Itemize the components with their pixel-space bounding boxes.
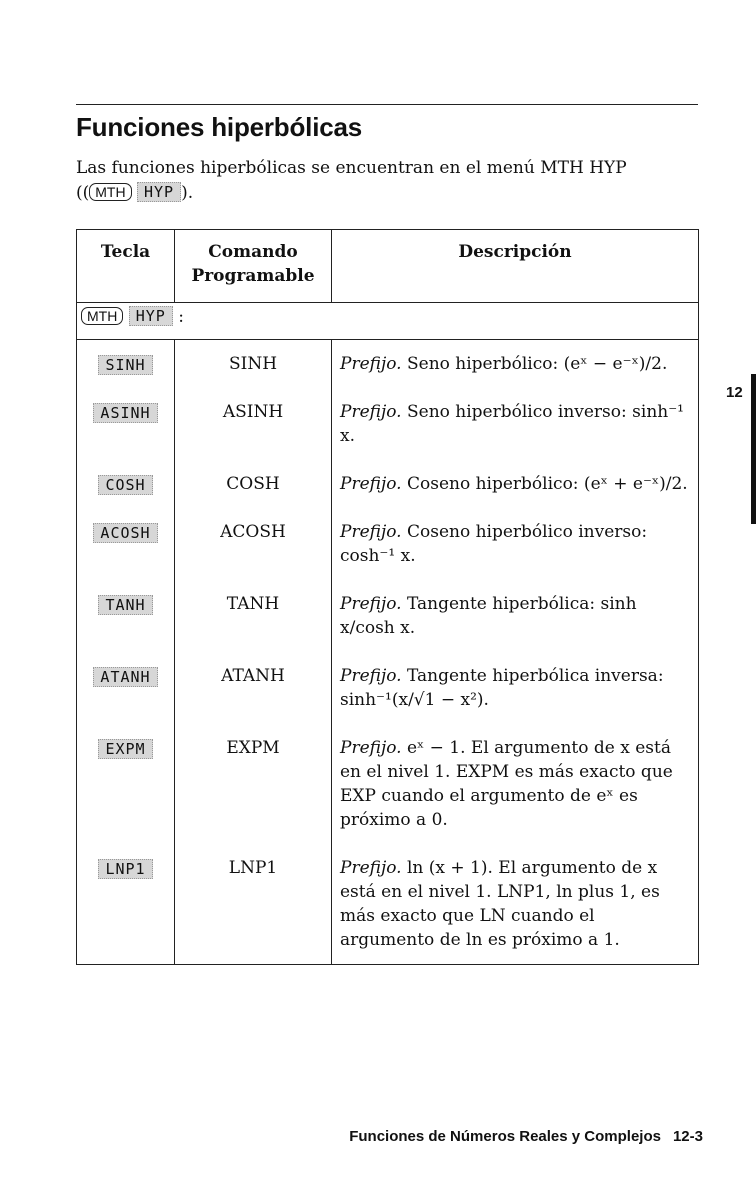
prefix-label: Prefijo.	[340, 858, 402, 878]
intro-open-paren: ((	[76, 183, 90, 203]
description-text: Coseno hiperbólico: (eˣ + e⁻ˣ)/2.	[406, 474, 688, 494]
prefix-label: Prefijo.	[340, 594, 402, 614]
command-name: ACOSH	[175, 508, 332, 580]
description	[332, 388, 699, 460]
command-name: TANH	[175, 580, 332, 652]
command-name: EXPM	[175, 724, 332, 844]
description	[332, 724, 699, 844]
command-name: ATANH	[175, 652, 332, 724]
hyp-menu-key: HYP	[137, 182, 181, 202]
top-rule	[76, 104, 698, 105]
prefix-label: Prefijo.	[340, 738, 402, 758]
table-row	[77, 844, 699, 965]
atanh-menu-key: ATANH	[93, 667, 157, 687]
prefix-label: Prefijo.	[340, 474, 402, 494]
table-row	[77, 460, 699, 508]
header-key: Tecla	[77, 230, 175, 303]
chapter-tab-number: 12	[726, 384, 743, 401]
asinh-menu-key: ASINH	[93, 403, 157, 423]
acosh-menu-key: ACOSH	[93, 523, 157, 543]
command-name: LNP1	[175, 844, 332, 965]
description	[332, 844, 699, 965]
table-row	[77, 652, 699, 724]
table-row	[77, 580, 699, 652]
menu-path-row	[77, 303, 699, 340]
table-row	[77, 340, 699, 389]
menu-path-cell	[77, 303, 332, 340]
command-name: ASINH	[175, 388, 332, 460]
expm-menu-key: EXPM	[98, 739, 152, 759]
mth-key-icon: MTH	[81, 307, 123, 325]
description	[332, 652, 699, 724]
menu-path-blank	[332, 303, 699, 340]
hyp-menu-key: HYP	[129, 306, 173, 326]
page-footer	[349, 1128, 703, 1145]
description-text: ln (x + 1). El argumento de x está en el nivel 1. LNP1, ln plus 1, es más exacto que LN cuando el argumento de ln es próximo a 1.	[340, 858, 660, 950]
description-text: Tangente hiperbólica inversa: sinh⁻¹(x/√1 − x²).	[340, 666, 664, 710]
cosh-menu-key: COSH	[98, 475, 152, 495]
description	[332, 340, 699, 389]
prefix-label: Prefijo.	[340, 354, 402, 374]
command-name: SINH	[175, 340, 332, 389]
description-text: Seno hiperbólico: (eˣ − e⁻ˣ)/2.	[406, 354, 668, 374]
intro-close-paren: ).	[181, 183, 194, 203]
description	[332, 460, 699, 508]
description-text: eˣ − 1. El argumento de x está en el nivel 1. EXPM es más exacto que EXP cuando el argumento de eˣ es próximo a 0.	[340, 738, 673, 830]
menu-path-colon: :	[178, 307, 184, 327]
intro-text: Las funciones hiperbólicas se encuentran en el menú MTH HYP	[76, 158, 627, 178]
command-name: COSH	[175, 460, 332, 508]
intro-paragraph	[76, 156, 696, 206]
header-description: Descripción	[332, 230, 699, 303]
table-row	[77, 388, 699, 460]
description-text: Tangente hiperbólica: sinh x/cosh x.	[340, 594, 637, 638]
prefix-label: Prefijo.	[340, 402, 402, 422]
header-command: Comando Programable	[175, 230, 332, 303]
chapter-tab-bar	[751, 374, 756, 524]
page-title: Funciones hiperbólicas	[76, 112, 362, 142]
sinh-menu-key: SINH	[98, 355, 152, 375]
description-text: Seno hiperbólico inverso: sinh⁻¹ x.	[340, 402, 684, 446]
description-text: Coseno hiperbólico inverso: cosh⁻¹ x.	[340, 522, 648, 566]
footer-title: Funciones de Números Reales y Complejos	[349, 1128, 661, 1145]
mth-key-icon: MTH	[89, 183, 131, 201]
lnp1-menu-key: LNP1	[98, 859, 152, 879]
description	[332, 508, 699, 580]
table-header-row	[77, 230, 699, 303]
tanh-menu-key: TANH	[98, 595, 152, 615]
table-row	[77, 724, 699, 844]
page-number: 12-3	[672, 1128, 703, 1145]
description	[332, 580, 699, 652]
prefix-label: Prefijo.	[340, 522, 402, 542]
hyperbolic-functions-table	[76, 229, 699, 965]
prefix-label: Prefijo.	[340, 666, 402, 686]
table-row	[77, 508, 699, 580]
